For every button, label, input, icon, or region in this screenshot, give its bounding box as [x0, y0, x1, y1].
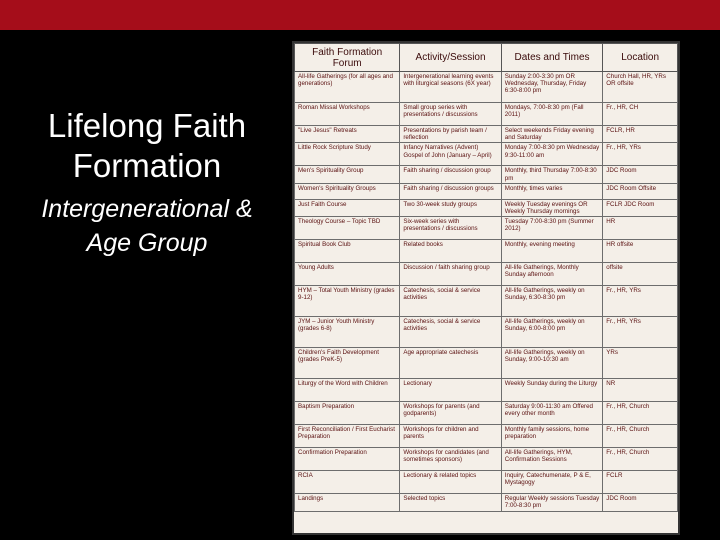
cell-location: Fr., HR, Church: [603, 402, 678, 425]
cell-dates: All-life Gatherings, HYM, Confirmation Sessions: [501, 448, 602, 471]
cell-location: offsite: [603, 263, 678, 286]
schedule-table-image: [292, 41, 680, 535]
cell-forum: Women's Spirituality Groups: [295, 183, 400, 199]
cell-activity: Intergenerational learning events with liturgical seasons (6X year): [400, 72, 501, 103]
cell-location: FCLR JDC Room: [603, 199, 678, 216]
table-row: [295, 471, 678, 494]
cell-dates: Monday 7:00-8:30 pm Wednesday 9:30-11:00 am: [501, 143, 602, 166]
cell-activity: Workshops for children and parents: [400, 425, 501, 448]
table-header-row: [295, 44, 678, 72]
cell-activity: Lectionary & related topics: [400, 471, 501, 494]
table-row: [295, 217, 678, 240]
top-accent-bar: [0, 0, 720, 30]
cell-location: FCLR, HR: [603, 126, 678, 143]
slide-subtitle: [22, 192, 272, 260]
table-row: [295, 183, 678, 199]
cell-activity: Workshops for parents (and godparents): [400, 402, 501, 425]
cell-forum: Roman Missal Workshops: [295, 103, 400, 126]
cell-dates: Monthly, evening meeting: [501, 240, 602, 263]
table-row: [295, 103, 678, 126]
table-body: [295, 72, 678, 512]
cell-forum: Theology Course – Topic TBD: [295, 217, 400, 240]
cell-dates: Monthly, third Thursday 7:00-8:30 pm: [501, 166, 602, 183]
cell-activity: Infancy Narratives (Advent) Gospel of John (January – April): [400, 143, 501, 166]
table-row: [295, 402, 678, 425]
slide-subtitle-line1: Intergenerational &: [41, 195, 253, 223]
cell-dates: All-life Gatherings, Monthly Sunday afternoon: [501, 263, 602, 286]
cell-location: HR offsite: [603, 240, 678, 263]
cell-location: Church Hall, HR, YRs OR offsite: [603, 72, 678, 103]
table-row: [295, 286, 678, 317]
table-row: [295, 263, 678, 286]
cell-location: HR: [603, 217, 678, 240]
slide-title-line2: Formation: [72, 147, 222, 184]
cell-dates: Sunday 2:00-3:30 pm OR Wednesday, Thursday, Friday 6:30-8:00 pm: [501, 72, 602, 103]
header-activity: Activity/Session: [400, 44, 501, 72]
cell-forum: Spiritual Book Club: [295, 240, 400, 263]
cell-location: Fr., HR, Church: [603, 448, 678, 471]
cell-dates: All-life Gatherings, weekly on Sunday, 6:30-8:30 pm: [501, 286, 602, 317]
table-row: [295, 166, 678, 183]
table-row: [295, 379, 678, 402]
table-row: [295, 425, 678, 448]
table-row: [295, 317, 678, 348]
slide-title: [22, 106, 272, 186]
cell-forum: All-life Gatherings (for all ages and generations): [295, 72, 400, 103]
cell-forum: Children's Faith Development (grades PreK-5): [295, 348, 400, 379]
cell-activity: Catechesis, social & service activities: [400, 286, 501, 317]
cell-location: JDC Room: [603, 494, 678, 511]
slide-title-block: [22, 106, 272, 260]
cell-activity: Lectionary: [400, 379, 501, 402]
cell-activity: Two 30-week study groups: [400, 199, 501, 216]
cell-activity: Presentations by parish team / reflection: [400, 126, 501, 143]
cell-activity: Small group series with presentations / discussions: [400, 103, 501, 126]
table-row: [295, 494, 678, 511]
cell-dates: Weekly Sunday during the Liturgy: [501, 379, 602, 402]
schedule-table: [294, 43, 678, 512]
header-dates: Dates and Times: [501, 44, 602, 72]
cell-forum: "Live Jesus" Retreats: [295, 126, 400, 143]
cell-location: FCLR: [603, 471, 678, 494]
cell-location: Fr., HR, Church: [603, 425, 678, 448]
cell-dates: Mondays, 7:00-8:30 pm (Fall 2011): [501, 103, 602, 126]
cell-activity: Related books: [400, 240, 501, 263]
slide-title-line1: Lifelong Faith: [47, 107, 247, 144]
cell-activity: Workshops for candidates (and sometimes sponsors): [400, 448, 501, 471]
cell-dates: Tuesday 7:00-8:30 pm (Summer 2012): [501, 217, 602, 240]
table-row: [295, 72, 678, 103]
table-row: [295, 240, 678, 263]
cell-dates: All-life Gatherings, weekly on Sunday, 9:00-10:30 am: [501, 348, 602, 379]
slide-subtitle-line2: Age Group: [86, 229, 208, 257]
cell-location: JDC Room Offsite: [603, 183, 678, 199]
table-row: [295, 448, 678, 471]
cell-location: Fr., HR, YRs: [603, 286, 678, 317]
cell-dates: Monthly, times varies: [501, 183, 602, 199]
cell-dates: Select weekends Friday evening and Saturday: [501, 126, 602, 143]
cell-dates: Weekly Tuesday evenings OR Weekly Thursday mornings: [501, 199, 602, 216]
cell-forum: Landings: [295, 494, 400, 511]
cell-dates: Regular Weekly sessions Tuesday 7:00-8:30 pm: [501, 494, 602, 511]
cell-activity: Six-week series with presentations / discussions: [400, 217, 501, 240]
cell-dates: Saturday 9:00-11:30 am Offered every other month: [501, 402, 602, 425]
cell-forum: RCIA: [295, 471, 400, 494]
cell-activity: Faith sharing / discussion group: [400, 166, 501, 183]
table-row: [295, 143, 678, 166]
cell-dates: Inquiry, Catechumenate, P & E, Mystagogy: [501, 471, 602, 494]
cell-forum: HYM – Total Youth Ministry (grades 9-12): [295, 286, 400, 317]
cell-forum: First Reconciliation / First Eucharist Preparation: [295, 425, 400, 448]
cell-location: NR: [603, 379, 678, 402]
cell-forum: Just Faith Course: [295, 199, 400, 216]
cell-location: JDC Room: [603, 166, 678, 183]
cell-forum: Young Adults: [295, 263, 400, 286]
cell-forum: JYM – Junior Youth Ministry (grades 6-8): [295, 317, 400, 348]
table-row: [295, 126, 678, 143]
cell-forum: Confirmation Preparation: [295, 448, 400, 471]
cell-activity: Selected topics: [400, 494, 501, 511]
cell-location: Fr., HR, YRs: [603, 143, 678, 166]
cell-location: Fr., HR, CH: [603, 103, 678, 126]
cell-dates: Monthly family sessions, home preparation: [501, 425, 602, 448]
cell-forum: Little Rock Scripture Study: [295, 143, 400, 166]
cell-activity: Age appropriate catechesis: [400, 348, 501, 379]
cell-forum: Baptism Preparation: [295, 402, 400, 425]
header-location: Location: [603, 44, 678, 72]
cell-activity: Discussion / faith sharing group: [400, 263, 501, 286]
table-row: [295, 348, 678, 379]
cell-location: Fr., HR, YRs: [603, 317, 678, 348]
cell-activity: Faith sharing / discussion groups: [400, 183, 501, 199]
table-row: [295, 199, 678, 216]
cell-forum: Liturgy of the Word with Children: [295, 379, 400, 402]
cell-activity: Catechesis, social & service activities: [400, 317, 501, 348]
cell-location: YRs: [603, 348, 678, 379]
cell-forum: Men's Spirituality Group: [295, 166, 400, 183]
cell-dates: All-life Gatherings, weekly on Sunday, 6:00-8:00 pm: [501, 317, 602, 348]
header-forum: Faith Formation Forum: [295, 44, 400, 72]
